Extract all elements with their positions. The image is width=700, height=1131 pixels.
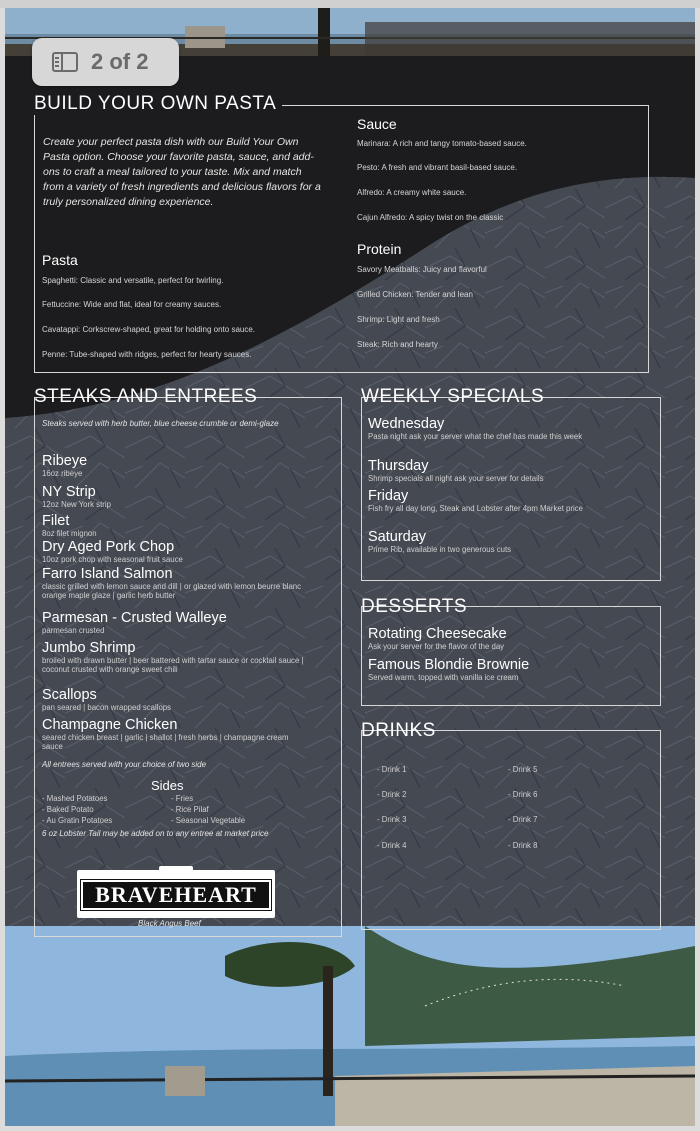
drink-item: - Drink 3 xyxy=(377,815,407,824)
side-item: - Baked Potato xyxy=(42,805,94,814)
entree-name: NY Strip xyxy=(42,484,96,500)
drink-item: - Drink 5 xyxy=(508,765,538,774)
logo-wordmark: BRAVEHEART xyxy=(81,880,271,910)
viewer-top-edge xyxy=(0,0,700,8)
drinks-box xyxy=(361,730,661,930)
special-desc: Prime Rib, available in two generous cuts xyxy=(368,545,512,554)
entree-desc: 8oz filet mignon xyxy=(42,529,97,538)
pasta-heading: Pasta xyxy=(42,252,78,268)
protein-item: Shrimp: Light and fresh xyxy=(357,315,440,324)
entree-item xyxy=(42,641,322,674)
pasta-item: Cavatappi: Corkscrew-shaped, great for holding onto sauce. xyxy=(42,325,256,334)
dessert-item xyxy=(368,658,648,682)
side-item: - Fries xyxy=(171,794,194,803)
entrees-note: All entrees served with your choice of two side xyxy=(42,760,207,769)
entree-desc: 10oz pork chop with seasonal fruit sauce xyxy=(42,555,183,564)
sauce-heading: Sauce xyxy=(357,116,397,132)
protein-item: Steak: Rich and hearty xyxy=(357,340,438,349)
pasta-item: Spaghetti: Classic and versatile, perfect for twirling. xyxy=(42,276,224,285)
special-day: Friday xyxy=(368,488,409,504)
protein-heading: Protein xyxy=(357,241,402,257)
entree-item xyxy=(42,540,332,564)
entree-item xyxy=(42,485,332,509)
steaks-intro: Steaks served with herb butter, blue cheese crumble or demi-glaze xyxy=(42,419,279,428)
entree-name: Filet xyxy=(42,513,70,529)
drink-item: - Drink 1 xyxy=(377,765,407,774)
sauce-item: Cajun Alfredo: A spicy twist on the classic xyxy=(357,213,504,222)
pasta-intro: Create your perfect pasta dish with our Build Your Own Pasta option. Choose your favorite pasta, sauce, and add-ons to craft a meal tailored to your taste. Mix and match from a variety of fresh ingredients and delicious flavors for a truly personalized dining experience. xyxy=(43,136,321,208)
dessert-desc: Ask your server for the flavor of the day xyxy=(368,642,505,651)
page-indicator-button[interactable] xyxy=(32,38,179,86)
sauce-item: Pesto: A fresh and vibrant basil-based sauce. xyxy=(357,163,518,172)
special-item xyxy=(368,530,638,554)
special-day: Wednesday xyxy=(368,416,445,432)
sauce-item: Alfredo: A creamy white sauce. xyxy=(357,188,467,197)
dessert-name: Rotating Cheesecake xyxy=(368,626,507,642)
dessert-item xyxy=(368,627,648,651)
drinks-title: DRINKS xyxy=(361,720,436,741)
patio-scene xyxy=(5,926,695,1126)
pasta-item: Fettuccine: Wide and flat, ideal for creamy sauces. xyxy=(42,300,222,309)
sides-heading: Sides xyxy=(151,778,184,793)
special-desc: Pasta night ask your server what the chef has made this week xyxy=(368,432,583,441)
entree-desc: pan seared | bacon wrapped scallops xyxy=(42,703,172,712)
weekly-title: WEEKLY SPECIALS xyxy=(361,386,545,407)
logo-crest-icon xyxy=(159,866,193,880)
drink-item: - Drink 4 xyxy=(377,841,407,850)
protein-item: Grilled Chicken: Tender and lean xyxy=(357,290,473,299)
pasta-title: BUILD YOUR OWN PASTA xyxy=(34,93,282,115)
side-item: - Rice Pilaf xyxy=(171,805,209,814)
sauce-item: Marinara: A rich and tangy tomato-based sauce. xyxy=(357,139,527,148)
special-item xyxy=(368,489,638,513)
entree-item xyxy=(42,688,332,712)
lake-photo-bottom xyxy=(5,926,695,1126)
side-item: - Mashed Potatoes xyxy=(42,794,108,803)
entree-item xyxy=(42,718,292,751)
entree-item xyxy=(42,514,332,538)
entree-name: Parmesan - Crusted Walleye xyxy=(42,610,227,626)
entree-item xyxy=(42,611,332,635)
entree-name: Scallops xyxy=(42,687,97,703)
special-day: Saturday xyxy=(368,529,427,545)
pasta-item: Penne: Tube-shaped with ridges, perfect for hearty sauces. xyxy=(42,350,252,359)
logo-caption: Black Angus Beef xyxy=(138,919,201,928)
drink-item: - Drink 2 xyxy=(377,790,407,799)
entree-desc: 12oz New York strip xyxy=(42,500,111,509)
drink-item: - Drink 7 xyxy=(508,815,538,824)
special-desc: Fish fry all day long, Steak and Lobster after 4pm Market price xyxy=(368,504,583,513)
entree-desc: classic grilled with lemon sauce and dill | or glazed with lemon beurre blanc orange maple glaze | garlic herb butter xyxy=(42,582,302,600)
entree-desc: seared chicken breast | garlic | shallot | fresh herbs | champagne cream sauce xyxy=(42,733,289,751)
desserts-title: DESSERTS xyxy=(361,596,468,617)
menu-page xyxy=(5,8,695,1126)
entree-desc: parmesan crusted xyxy=(42,626,105,635)
desserts-box xyxy=(361,606,661,706)
side-item: - Seasonal Vegetable xyxy=(171,816,246,825)
drink-item: - Drink 8 xyxy=(508,841,538,850)
special-desc: Shrimp specials all night ask your server for details xyxy=(368,474,544,483)
lobster-note: 6 oz Lobster Tail may be added on to any entree at market price xyxy=(42,829,269,838)
protein-item: Savory Meatballs: Juicy and flavorful xyxy=(357,265,487,274)
entree-item xyxy=(42,454,332,478)
entree-name: Champagne Chicken xyxy=(42,717,178,733)
entree-item xyxy=(42,567,312,600)
entree-desc: 16oz ribeye xyxy=(42,469,83,478)
braveheart-logo xyxy=(77,870,275,918)
entree-name: Farro Island Salmon xyxy=(42,566,173,582)
entree-name: Ribeye xyxy=(42,453,88,469)
special-item xyxy=(368,459,638,483)
special-day: Thursday xyxy=(368,458,429,474)
page-indicator-label: 2 of 2 xyxy=(91,49,149,74)
entree-name: Jumbo Shrimp xyxy=(42,640,136,656)
sidebar-icon xyxy=(52,52,78,72)
entree-name: Dry Aged Pork Chop xyxy=(42,539,175,555)
drink-item: - Drink 6 xyxy=(508,790,538,799)
dessert-desc: Served warm, topped with vanilla ice cream xyxy=(368,673,519,682)
entree-desc: broiled with drawn butter | beer battered with tartar sauce or cocktail sauce | coconut crusted with orange sweet chili xyxy=(42,656,304,674)
dessert-name: Famous Blondie Brownie xyxy=(368,657,530,673)
steaks-title: STEAKS AND ENTREES xyxy=(34,386,258,407)
special-item xyxy=(368,417,628,441)
side-item: - Au Gratin Potatoes xyxy=(42,816,113,825)
